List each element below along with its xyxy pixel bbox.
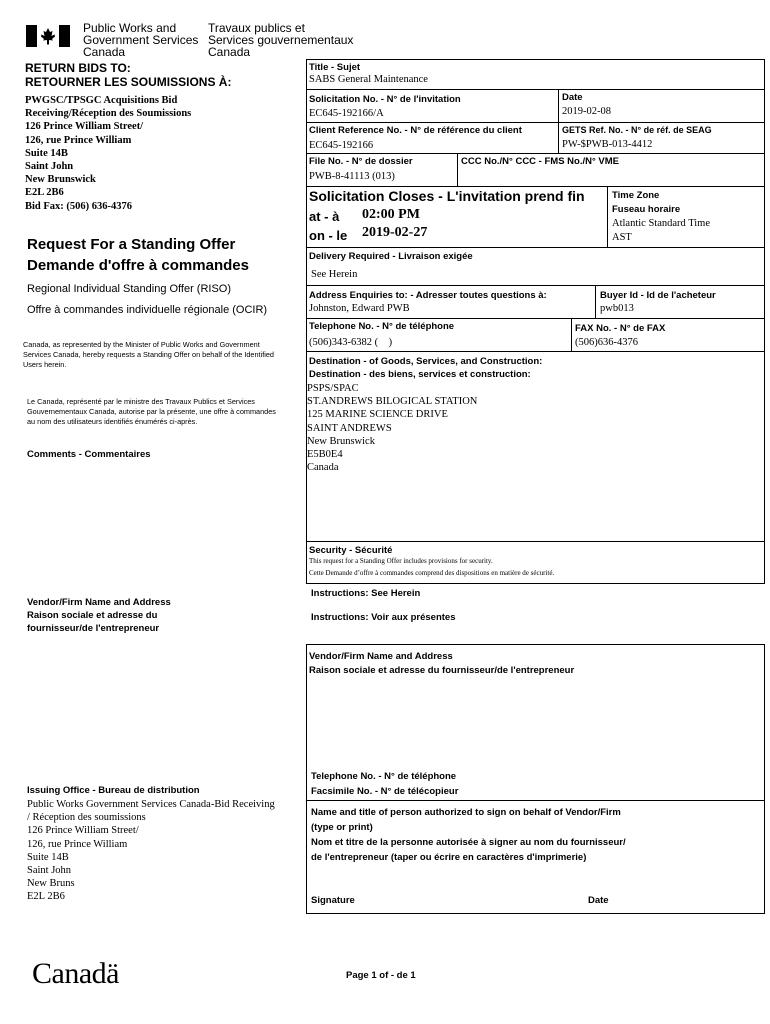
fax-value: (506)636-4376 [575, 337, 638, 348]
date-label: Date [562, 92, 583, 103]
buyer-id-label: Buyer Id - Id de l'acheteur [600, 290, 716, 301]
address-enquiries-label: Address Enquiries to: - Adresser toutes questions à: [309, 290, 547, 301]
closing-date-value: 2019-02-27 [362, 225, 428, 240]
closing-on-label: on - le [309, 228, 348, 243]
instructions-fr: Instructions: Voir aux présentes [311, 612, 456, 623]
canada-wordmark-logo: Canadä [32, 957, 119, 990]
telephone-label: Telephone No. - N° de téléphone [309, 321, 455, 332]
solicitation-number-value: EC645-192166/A [309, 108, 384, 119]
vendor-name-address-label: Vendor/Firm Name and Address Raison sociale et adresse du fournisseur/de l'entrepreneur [27, 597, 171, 634]
date-value: 2019-02-08 [562, 106, 611, 117]
time-zone-label: Time Zone Fuseau horaire [612, 190, 681, 215]
issuing-office-address: Public Works Government Services Canada-Bid Receiving / Réception des soumissions 126 Prince William Street/ 126, rue Prince William Suite 14B Saint John New Bruns E2L 2B6 [27, 799, 275, 903]
file-number-label: File No. - N° de dossier [309, 156, 413, 167]
client-reference-value: EC645-192166 [309, 140, 374, 151]
solicitation-closes-label: Solicitation Closes - L'invitation prend fin [309, 188, 585, 204]
time-zone-value: Atlantic Standard Time AST [612, 218, 710, 243]
security-text-en: This request for a Standing Offer includes provisions for security. [309, 557, 493, 565]
request-text-en: Canada, as represented by the Minister of Public Works and Government Services Canada, hereby requests a Standing Offer on behalf of the Identified Users herein. [23, 340, 274, 369]
issuing-office-label: Issuing Office - Bureau de distribution [27, 785, 200, 796]
comments-label: Comments - Commentaires [27, 449, 151, 460]
ccc-fms-label: CCC No./N° CCC - FMS No./N° VME [461, 156, 620, 167]
security-text-fr: Cette Demande d’offre à commandes comprend des dispositions en matière de sécurité. [309, 569, 555, 577]
ocir-label: Offre à commandes individuelle régionale (OCIR) [27, 304, 268, 316]
department-name-fr: Travaux publics et Services gouvernementaux Canada [208, 21, 354, 59]
request-title-fr: Demande d'offre à commandes [27, 257, 249, 274]
fax-label: FAX No. - N° de FAX [575, 323, 666, 334]
closing-time-value: 02:00 PM [362, 207, 420, 222]
canada-flag-logo [26, 25, 70, 47]
title-label: Title - Sujet [309, 62, 361, 73]
department-name-en: Public Works and Government Services Canada [83, 21, 199, 59]
gets-reference-value: PW-$PWB-013-4412 [562, 139, 653, 150]
address-enquiries-value: Johnston, Edward PWB [309, 303, 410, 314]
vendor-telephone-label: Telephone No. - N° de téléphone [311, 771, 457, 782]
riso-label: Regional Individual Standing Offer (RISO) [27, 283, 232, 295]
security-label: Security - Sécurité [309, 545, 393, 556]
solicitation-number-label: Solicitation No. - N° de l'invitation [309, 94, 461, 105]
client-reference-label: Client Reference No. - N° de référence du client [309, 125, 522, 136]
return-bids-address: PWGSC/TPSGC Acquisitions Bid Receiving/Réception des Soumissions 126 Prince William Street/ 126, rue Prince William Suite 14B Saint John New Brunswick E2L 2B6 Bid Fax: (506) 636-4376 [25, 95, 192, 212]
destination-value: PSPS/SPAC ST.ANDREWS BILOGICAL STATION 125 MARINE SCIENCE DRIVE SAINT ANDREWS New Brunswick E5B0E4 Canada [307, 383, 478, 474]
telephone-value: (506)343-6382 ( ) [309, 337, 393, 348]
vendor-facsimile-label: Facsimile No. - N° de télécopieur [311, 786, 459, 797]
request-title-en: Request For a Standing Offer [27, 236, 236, 253]
return-bids-heading: RETURN BIDS TO: RETOURNER LES SOUMISSIONS À: [25, 61, 232, 89]
closing-at-label: at - à [309, 209, 340, 224]
authorized-person-label: Name and title of person authorized to sign on behalf of Vendor/Firm (type or print) Nom et titre de la personne autorisée à signer au nom du fournisseur/ de l'entrepreneur (taper ou écrire en caractères d'imprimerie) [311, 807, 626, 863]
gets-reference-label: GETS Ref. No. - N° de réf. de SEAG [562, 125, 712, 135]
buyer-id-value: pwb013 [600, 303, 634, 314]
page-number: Page 1 of - de 1 [346, 970, 416, 981]
file-number-value: PWB-8-41113 (013) [309, 171, 395, 182]
request-text-fr: Le Canada, représenté par le ministre des Travaux Publics et Services Gouvernementaux Canada, autorise par la présente, une offre à commandes au nom des utilisateurs identifiés énumérés ci-après. [27, 397, 276, 426]
title-value: SABS General Maintenance [309, 74, 428, 85]
instructions-en: Instructions: See Herein [311, 588, 421, 599]
delivery-required-value: See Herein [311, 269, 358, 280]
delivery-required-label: Delivery Required - Livraison exigée [309, 251, 473, 262]
signature-label: Signature [311, 895, 355, 906]
destination-label: Destination - of Goods, Services, and Construction: Destination - des biens, services et construction: [309, 356, 543, 380]
signature-date-label: Date [588, 895, 609, 906]
vendor-box-label: Vendor/Firm Name and Address Raison sociale et adresse du fournisseur/de l'entrepreneur [309, 651, 575, 676]
